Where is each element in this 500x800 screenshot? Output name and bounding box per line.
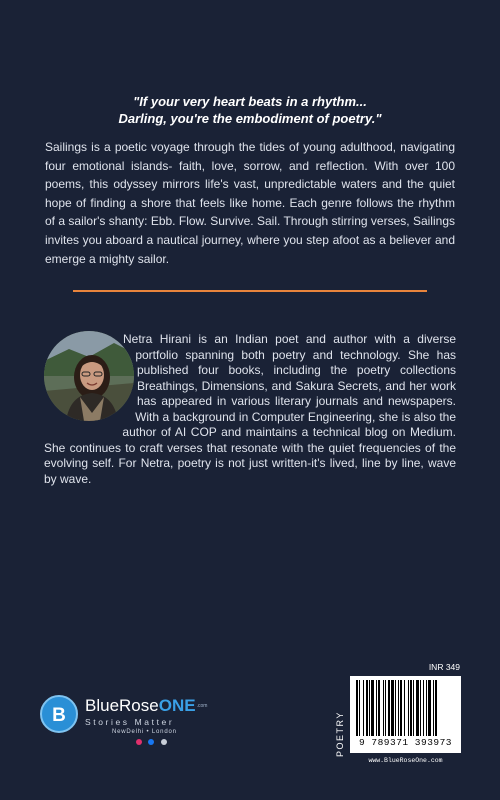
publisher-logo-icon	[40, 695, 78, 733]
section-divider	[73, 290, 427, 292]
barcode-bar	[420, 680, 421, 736]
barcode-bar	[428, 680, 431, 736]
publisher-url: www.BlueRoseOne.com	[368, 757, 443, 764]
publisher-tagline: Stories Matter	[85, 717, 175, 727]
barcode-bar	[395, 680, 396, 736]
barcode-bar	[426, 680, 427, 736]
barcode-bar	[435, 680, 437, 736]
publisher-name-accent: ONE	[158, 696, 196, 715]
publisher-name-suffix: .com	[196, 703, 208, 709]
photo-spacer	[44, 332, 137, 440]
book-blurb: Sailings is a poetic voyage through the tides of young adulthood, navigating four emotional islands- faith, love, sorrow, and reflection. With over 100 poems, this odyssey mirrors life's vast, unpredictable waters and the quiet hope of finding a shore that feels like home. Each genre follows the rhythm of a sailor's shanty: Ebb. Flow. Survive. Sail. Through stirring verses, Sailings invites you aboard a nautical journey, where you step afoot as a believer and emerge a mighty sailor.	[45, 140, 455, 266]
publisher-name-main: BlueRose	[85, 696, 159, 715]
barcode-bar	[363, 680, 364, 736]
barcode-bar	[383, 680, 384, 736]
barcode-bar	[356, 680, 358, 736]
barcode-bar	[385, 680, 386, 736]
instagram-icon	[136, 739, 142, 745]
x-icon	[161, 739, 167, 745]
publisher-name	[85, 696, 207, 716]
price-label: INR 349	[428, 662, 460, 672]
author-bio-text: Netra Hirani is an Indian poet and author with a diverse portfolio spanning both poetry and technology. She has published four books, including the poetry collections Breathings, Dimensions, and Sakura Secrets, and her work has appeared in various literary journals and newspapers. With a background in Computer Engineering, she is also the author of AI COP and maintains a technical blog on Medium. She continues to craft verses that resonate with the quiet frequencies of the evolving self. For Netra, poetry is not just written-it's lived, line by line, wave by wave.	[44, 332, 456, 486]
logo-letter: B	[52, 705, 66, 726]
author-bio	[44, 332, 456, 487]
barcode-bar	[410, 680, 412, 736]
barcode-bar	[376, 680, 377, 736]
social-icons	[136, 739, 169, 746]
barcode-bar	[388, 680, 390, 736]
barcode-bar	[359, 680, 360, 736]
publisher-cities: NewDelhi • London	[112, 729, 177, 735]
barcode-bar	[391, 680, 394, 736]
barcode-bar	[369, 680, 370, 736]
barcode-bar	[408, 680, 409, 736]
publisher-logo	[40, 695, 250, 755]
barcode-bar	[416, 680, 419, 736]
barcode-bar	[423, 680, 424, 736]
isbn-number: 9 789371 393973	[358, 737, 452, 748]
barcode-bar	[433, 680, 434, 736]
facebook-icon	[148, 739, 154, 745]
barcode-bars	[356, 680, 455, 736]
barcode-bar	[413, 680, 414, 736]
barcode	[350, 676, 461, 753]
barcode-bar	[378, 680, 380, 736]
barcode-bar	[398, 680, 399, 736]
barcode-bar	[366, 680, 368, 736]
quote-line-2: Darling, you're the embodiment of poetry."	[118, 111, 382, 126]
barcode-bar	[404, 680, 405, 736]
barcode-bar	[400, 680, 402, 736]
barcode-bar	[371, 680, 374, 736]
genre-text: POETRY	[335, 711, 345, 757]
quote-line-1: "If your very heart beats in a rhythm...	[133, 94, 367, 109]
